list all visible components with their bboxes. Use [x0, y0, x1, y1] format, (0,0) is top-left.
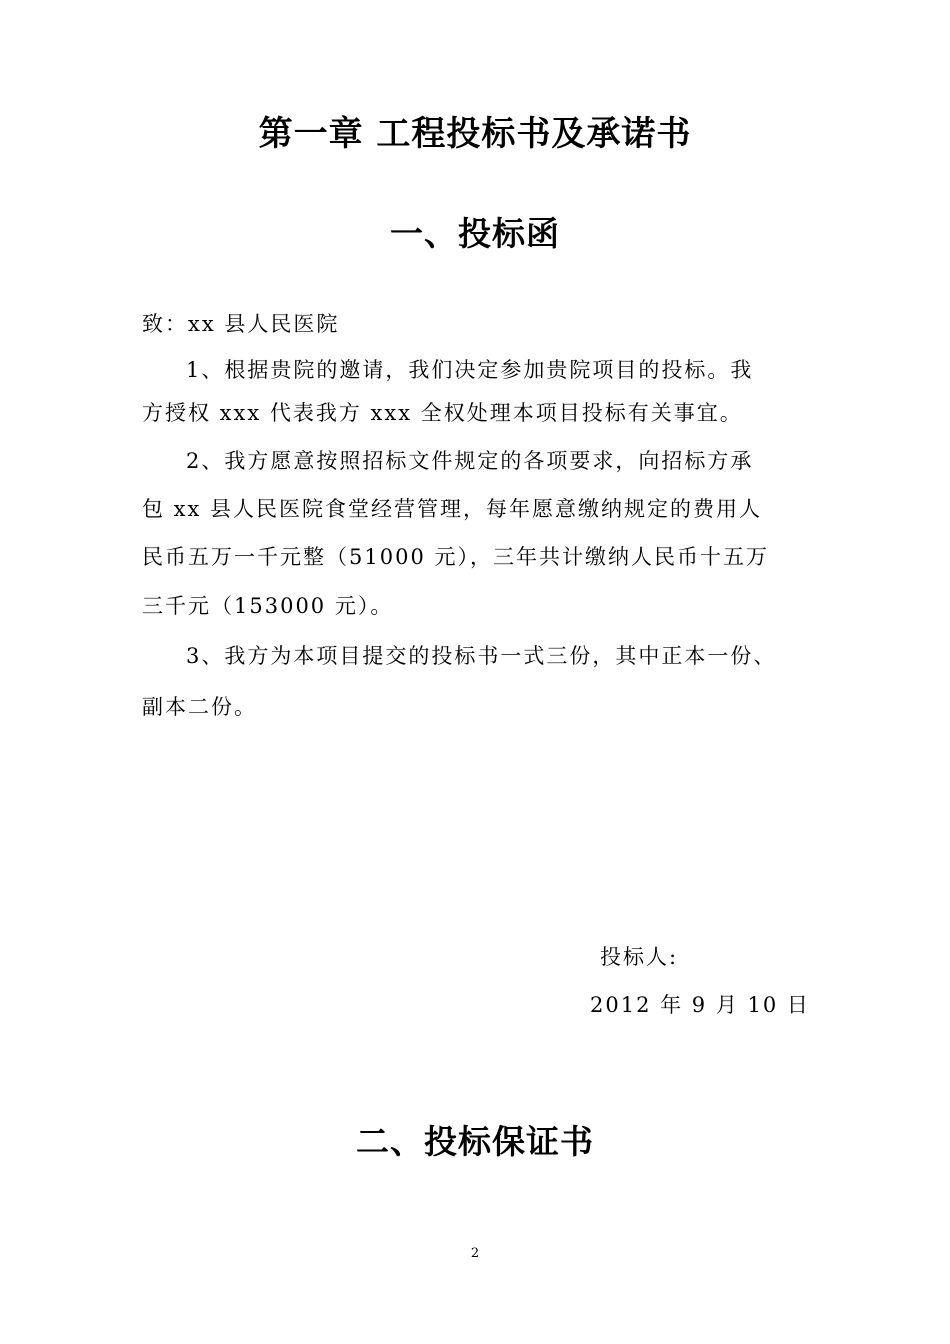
paragraph-line: 2、我方愿意按照招标文件规定的各项要求，向招标方承: [186, 449, 754, 473]
paragraph-line: 包 xx 县人民医院食堂经营管理，每年愿意缴纳规定的费用人: [142, 497, 763, 521]
paragraph-line: 民币五万一千元整（51000 元），三年共计缴纳人民币十五万: [142, 545, 769, 569]
paragraph-line: 副本二份。: [142, 695, 257, 719]
section-title-bid-guarantee: 二、投标保证书: [356, 1122, 594, 1161]
paragraph-line: 1、根据贵院的邀请，我们决定参加贵院项目的投标。我: [186, 358, 754, 382]
section-title-bid-letter: 一、投标函: [390, 214, 560, 253]
bidder-label: 投标人:: [600, 945, 679, 969]
salutation: 致：xx 县人民医院: [142, 312, 340, 336]
page-number: 2: [470, 1246, 480, 1261]
paragraph-line: 3、我方为本项目提交的投标书一式三份，其中正本一份、: [186, 644, 777, 668]
signature-date: 2012 年 9 月 10 日: [590, 993, 810, 1017]
paragraph-line: 三千元（153000 元）。: [142, 594, 394, 618]
chapter-title: 第一章 工程投标书及承诺书: [258, 114, 692, 154]
paragraph-line: 方授权 xxx 代表我方 xxx 全权处理本项目投标有关事宜。: [142, 401, 743, 425]
